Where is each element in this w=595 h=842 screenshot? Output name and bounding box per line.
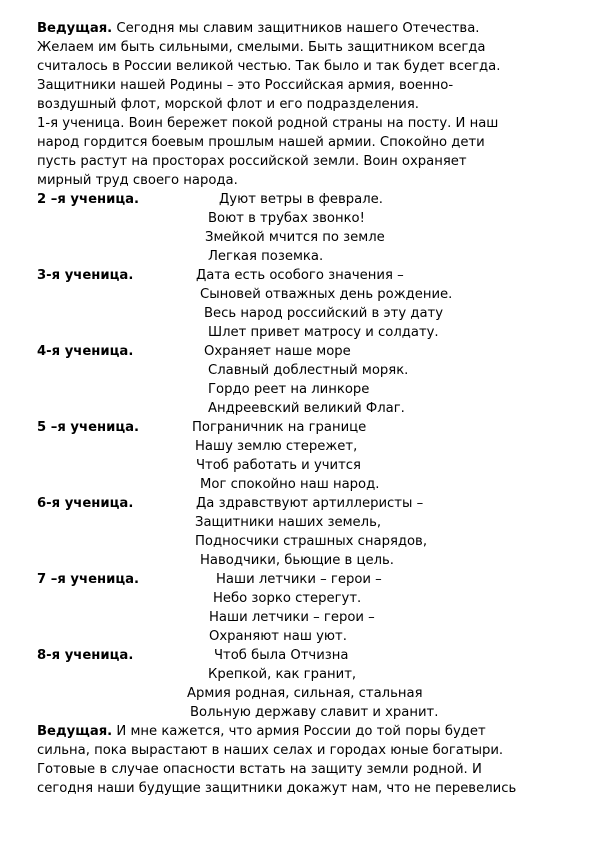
paragraph-line: 1-я ученица. Воин бережет покой родной страны на посту. И наш — [37, 116, 499, 131]
poem-line: Охраняет наше море — [204, 344, 351, 359]
poem-line: Небо зорко стерегут. — [213, 591, 362, 606]
speaker-label: 3-я ученица. — [37, 268, 134, 283]
speaker-label: 6-я ученица. — [37, 496, 134, 511]
speaker-label: 7 –я ученица. — [37, 572, 140, 587]
speaker-label: Ведущая. — [37, 724, 113, 739]
poem-line: Мог спокойно наш народ. — [200, 477, 380, 492]
poem-line: Наши летчики – герои – — [216, 572, 382, 587]
poem-line: Защитники наших земель, — [195, 515, 382, 530]
poem-line: Чтоб работать и учится — [196, 458, 361, 473]
paragraph-line: Желаем им быть сильными, смелыми. Быть защитником всегда — [37, 40, 486, 55]
poem-line: Чтоб была Отчизна — [214, 648, 349, 663]
poem-line: Пограничник на границе — [192, 420, 367, 435]
paragraph-line: мирный труд своего народа. — [37, 173, 238, 188]
paragraph-line: сильна, пока вырастают в наших селах и городах юные богатыри. — [37, 743, 504, 758]
speaker-label: 4-я ученица. — [37, 344, 134, 359]
poem-line: Шлет привет матросу и солдату. — [208, 325, 439, 340]
speaker-label: 8-я ученица. — [37, 648, 134, 663]
paragraph-line — [37, 722, 486, 741]
poem-line: Весь народ российский в эту дату — [204, 306, 444, 321]
paragraph-line: Защитники нашей Родины – это Российская армия, военно- — [37, 78, 454, 93]
poem-line: Наводчики, бьющие в цель. — [200, 553, 394, 568]
paragraph-line: сегодня наши будущие защитники докажут нам, что не перевелись — [37, 781, 517, 796]
poem-line: Дуют ветры в феврале. — [219, 192, 383, 207]
paragraph-text: И мне кажется, что армия России до той поры будет — [112, 724, 486, 739]
poem-line: Крепкой, как гранит, — [208, 667, 357, 682]
paragraph-line: народ гордится боевым прошлым нашей армии. Спокойно дети — [37, 135, 485, 150]
poem-line: Подносчики страшных снарядов, — [195, 534, 428, 549]
poem-line: Воют в трубах звонко! — [208, 211, 365, 226]
paragraph-line: считалось в России великой честью. Так было и так будет всегда. — [37, 59, 501, 74]
paragraph-line — [37, 19, 479, 38]
poem-line: Гордо реет на линкоре — [208, 382, 370, 397]
poem-line: Дата есть особого значения – — [196, 268, 404, 283]
poem-line: Вольную державу славит и хранит. — [190, 705, 439, 720]
paragraph-text: Сегодня мы славим защитников нашего Отечества. — [112, 21, 480, 36]
poem-line: Славный доблестный моряк. — [208, 363, 409, 378]
poem-line: Легкая поземка. — [208, 249, 324, 264]
speaker-label: 2 –я ученица. — [37, 192, 140, 207]
poem-line: Охраняют наш уют. — [209, 629, 347, 644]
poem-line: Андреевский великий Флаг. — [208, 401, 405, 416]
paragraph-line: пусть растут на просторах российской земли. Воин охраняет — [37, 154, 467, 169]
poem-line: Сыновей отважных день рождение. — [200, 287, 453, 302]
poem-line: Наши летчики – герои – — [209, 610, 375, 625]
poem-line: Да здравствуют артиллеристы – — [196, 496, 424, 511]
speaker-label: Ведущая. — [37, 21, 113, 36]
poem-line: Змейкой мчится по земле — [205, 230, 385, 245]
poem-line: Нашу землю стережет, — [195, 439, 358, 454]
paragraph-line: Готовые в случае опасности встать на защиту земли родной. И — [37, 762, 482, 777]
poem-line: Армия родная, сильная, стальная — [187, 686, 423, 701]
paragraph-line: воздушный флот, морской флот и его подразделения. — [37, 97, 419, 112]
speaker-label: 5 –я ученица. — [37, 420, 140, 435]
